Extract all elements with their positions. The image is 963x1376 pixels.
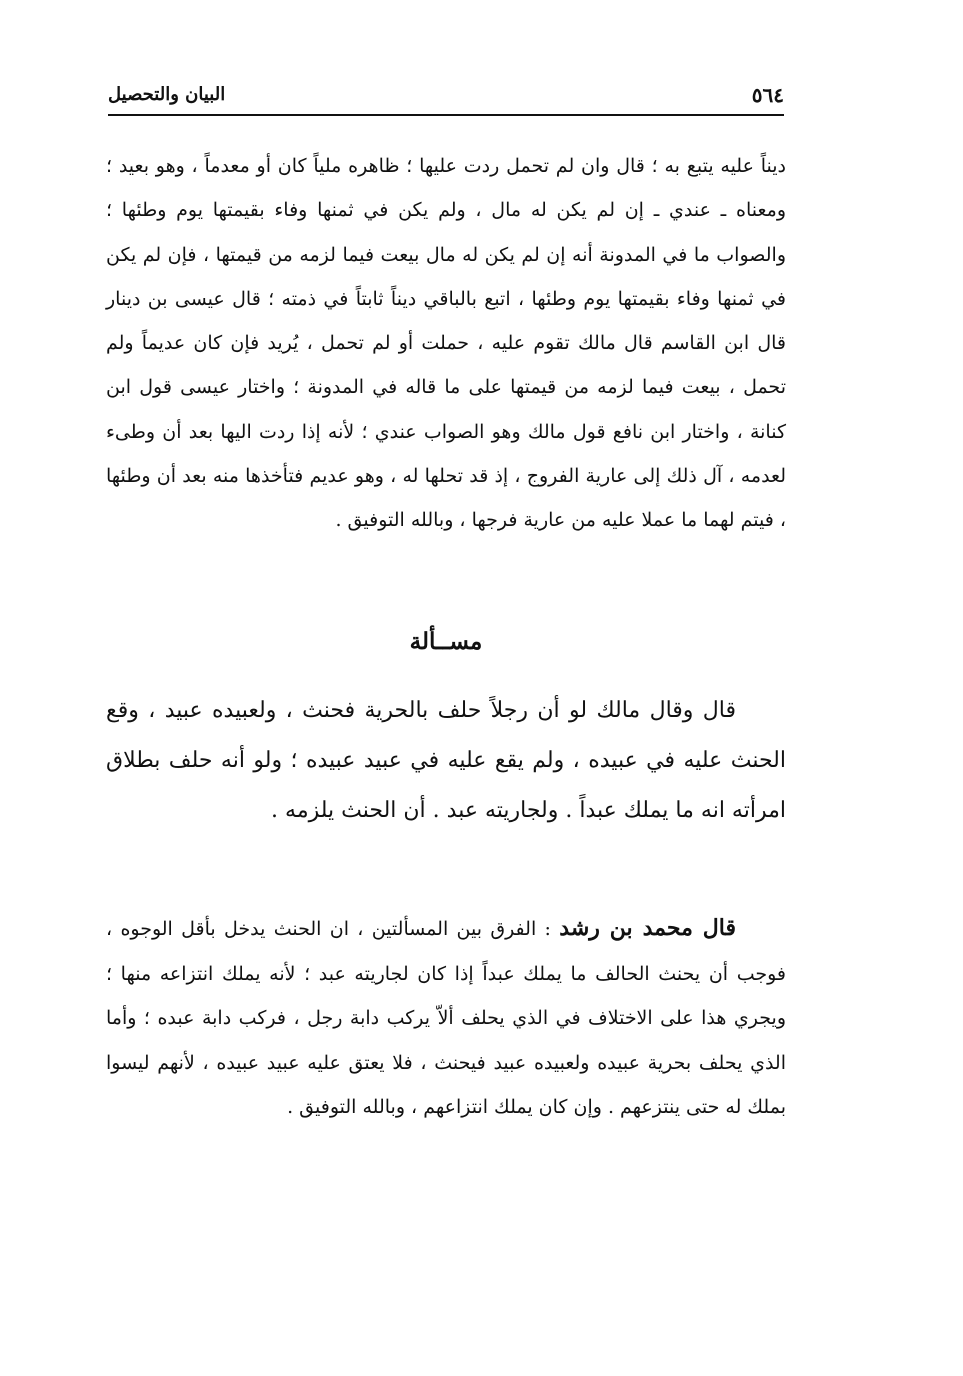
book-title: البيان والتحصيل bbox=[108, 84, 226, 105]
speaker-label: قال محمد بن رشد bbox=[559, 915, 736, 941]
paragraph-question: قال وقال مالك لو أن رجلاً حلف بالحرية فحنث ، ولعبيده عبيد ، وقع الحنث عليه في عبيده ، ولم يقع عليه في عبيد عبيده ؛ ولو أنه حلف بطلاق امرأته انه ما يملك عبداً . ولجاريته عبد . أن الحنث يلزمه . bbox=[106, 698, 786, 823]
paragraph-commentary: ديناً عليه يتبع به ؛ قال وان لم تحمل ردت عليها ؛ ظاهره ملياً كان أو معدماً ، وهو بعيد ؛ ومعناه ـ عندي ـ إن لم يكن له مال ، ولم يكن في ثمنها وفاء بقيمتها يوم وطئها ؛ والصواب ما في المدونة أنه إن لم يكن له مال بيعت فيما لزمه من قيمتها ، فإن لم يكن في ثمنها وفاء بقيمتها يوم وطئها ، اتبع بالباقي ديناً ثابتاً في ذمته ؛ قال عيسى بن دينار قال ابن القاسم قال مالك تقوم عليه ، حملت أو لم تحمل ، يُريد فإن كان عديماً ولم تحمل ، بيعت فيما لزمه من قيمتها على ما قاله في المدونة ؛ واختار عيسى قول ابن كنانة ، واختار ابن نافع قول مالك وهو الصواب عندي ؛ لأنه إذا ردت اليها بعد أن وطىء لعدمه ، آل ذلك إلى عارية الفروج ، إذ قد تحلها له ، وهو عديم فتأخذها منه بعد أن وطئها ، فيتم لهما ما عملا عليه من عارية فرجها ، وبالله التوفيق . bbox=[106, 155, 786, 532]
page-number: ٥٦٤ bbox=[751, 83, 784, 107]
paragraph-ibn-rushd-body: : الفرق بين المسألتين ، ان الحنث يدخل بأقل الوجوه ، فوجب أن يحنث الحالف ما يملك عبداً إذا كان لجاريته عبد ؛ لأنه يملك انتزاعه منها ؛ ويجري هذا على الاختلاف في الذي يحلف ألاّ يركب دابة رجل ، فركب دابة عبده ؛ وأما الذي يحلف بحرية عبيده ولعبيده عبيد فيحنث ، فلا يعتق عليه عبيد عبيده ، لأنهم ليسوا بملك له حتى ينتزعهم . وإن كان يملك انتزاعهم ، وبالله التوفيق . bbox=[106, 918, 786, 1118]
page-header bbox=[108, 80, 784, 116]
paragraph-ibn-rushd bbox=[106, 906, 786, 1130]
section-title: مســألة bbox=[409, 628, 483, 655]
